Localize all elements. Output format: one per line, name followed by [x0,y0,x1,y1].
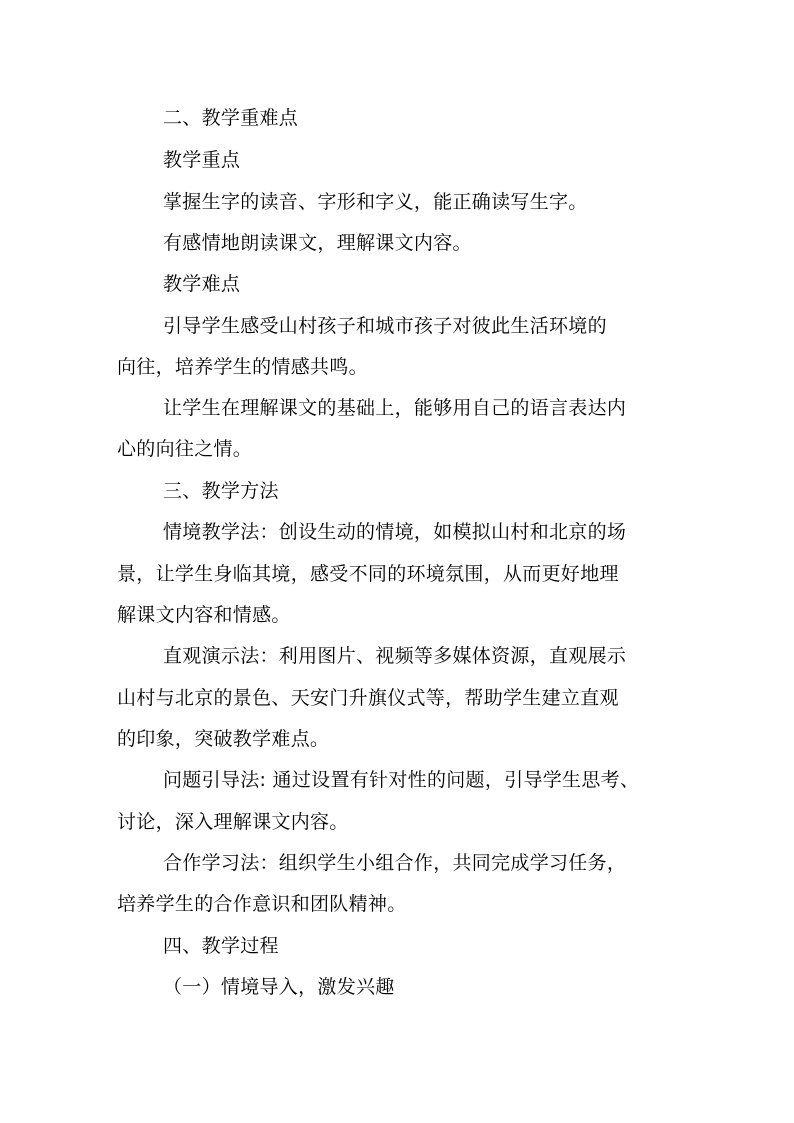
step-1-title: （一）情境导入，激发兴趣 [163,976,395,998]
method-2-line-2: 山村与北京的景色、天安门升旗仪式等，帮助学生建立直观 [117,687,619,709]
section-heading-teaching-process: 四、教学过程 [163,935,279,957]
difficulty-2-line-1: 让学生在理解课文的基础上，能够用自己的语言表达内 [163,397,627,419]
section-heading-teaching-methods: 三、教学方法 [163,480,279,502]
method-4-line-1: 合作学习法：组织学生小组合作，共同完成学习任务， [163,852,627,874]
difficulties-title: 教学难点 [163,273,241,295]
difficulty-1-line-1: 引导学生感受山村孩子和城市孩子对彼此生活环境的 [163,315,607,337]
key-point-1: 掌握生字的读音、字形和字义，能正确读写生字。 [163,191,588,213]
key-point-2: 有感情地朗读课文，理解课文内容。 [163,232,472,254]
method-1-line-3: 解课文内容和情感。 [117,604,291,626]
method-1-line-1: 情境教学法：创设生动的情境，如模拟山村和北京的场 [163,521,627,543]
method-2-line-3: 的印象，突破教学难点。 [117,728,330,750]
method-1-line-2: 景，让学生身临其境，感受不同的环境氛围，从而更好地理 [117,563,619,585]
method-2-line-1: 直观演示法：利用图片、视频等多媒体资源，直观展示 [163,645,627,667]
method-3-line-1: 问题引导法: 通过设置有针对性的问题，引导学生思考、 [163,769,640,791]
difficulty-2-line-2: 心的向往之情。 [117,438,253,460]
key-points-title: 教学重点 [163,149,241,171]
method-3-line-2: 讨论，深入理解课文内容。 [117,811,349,833]
method-4-line-2: 培养学生的合作意识和团队精神。 [117,893,407,915]
section-heading-teaching-focus: 二、教学重难点 [163,107,299,129]
difficulty-1-line-2: 向往，培养学生的情感共鸣。 [117,356,368,378]
